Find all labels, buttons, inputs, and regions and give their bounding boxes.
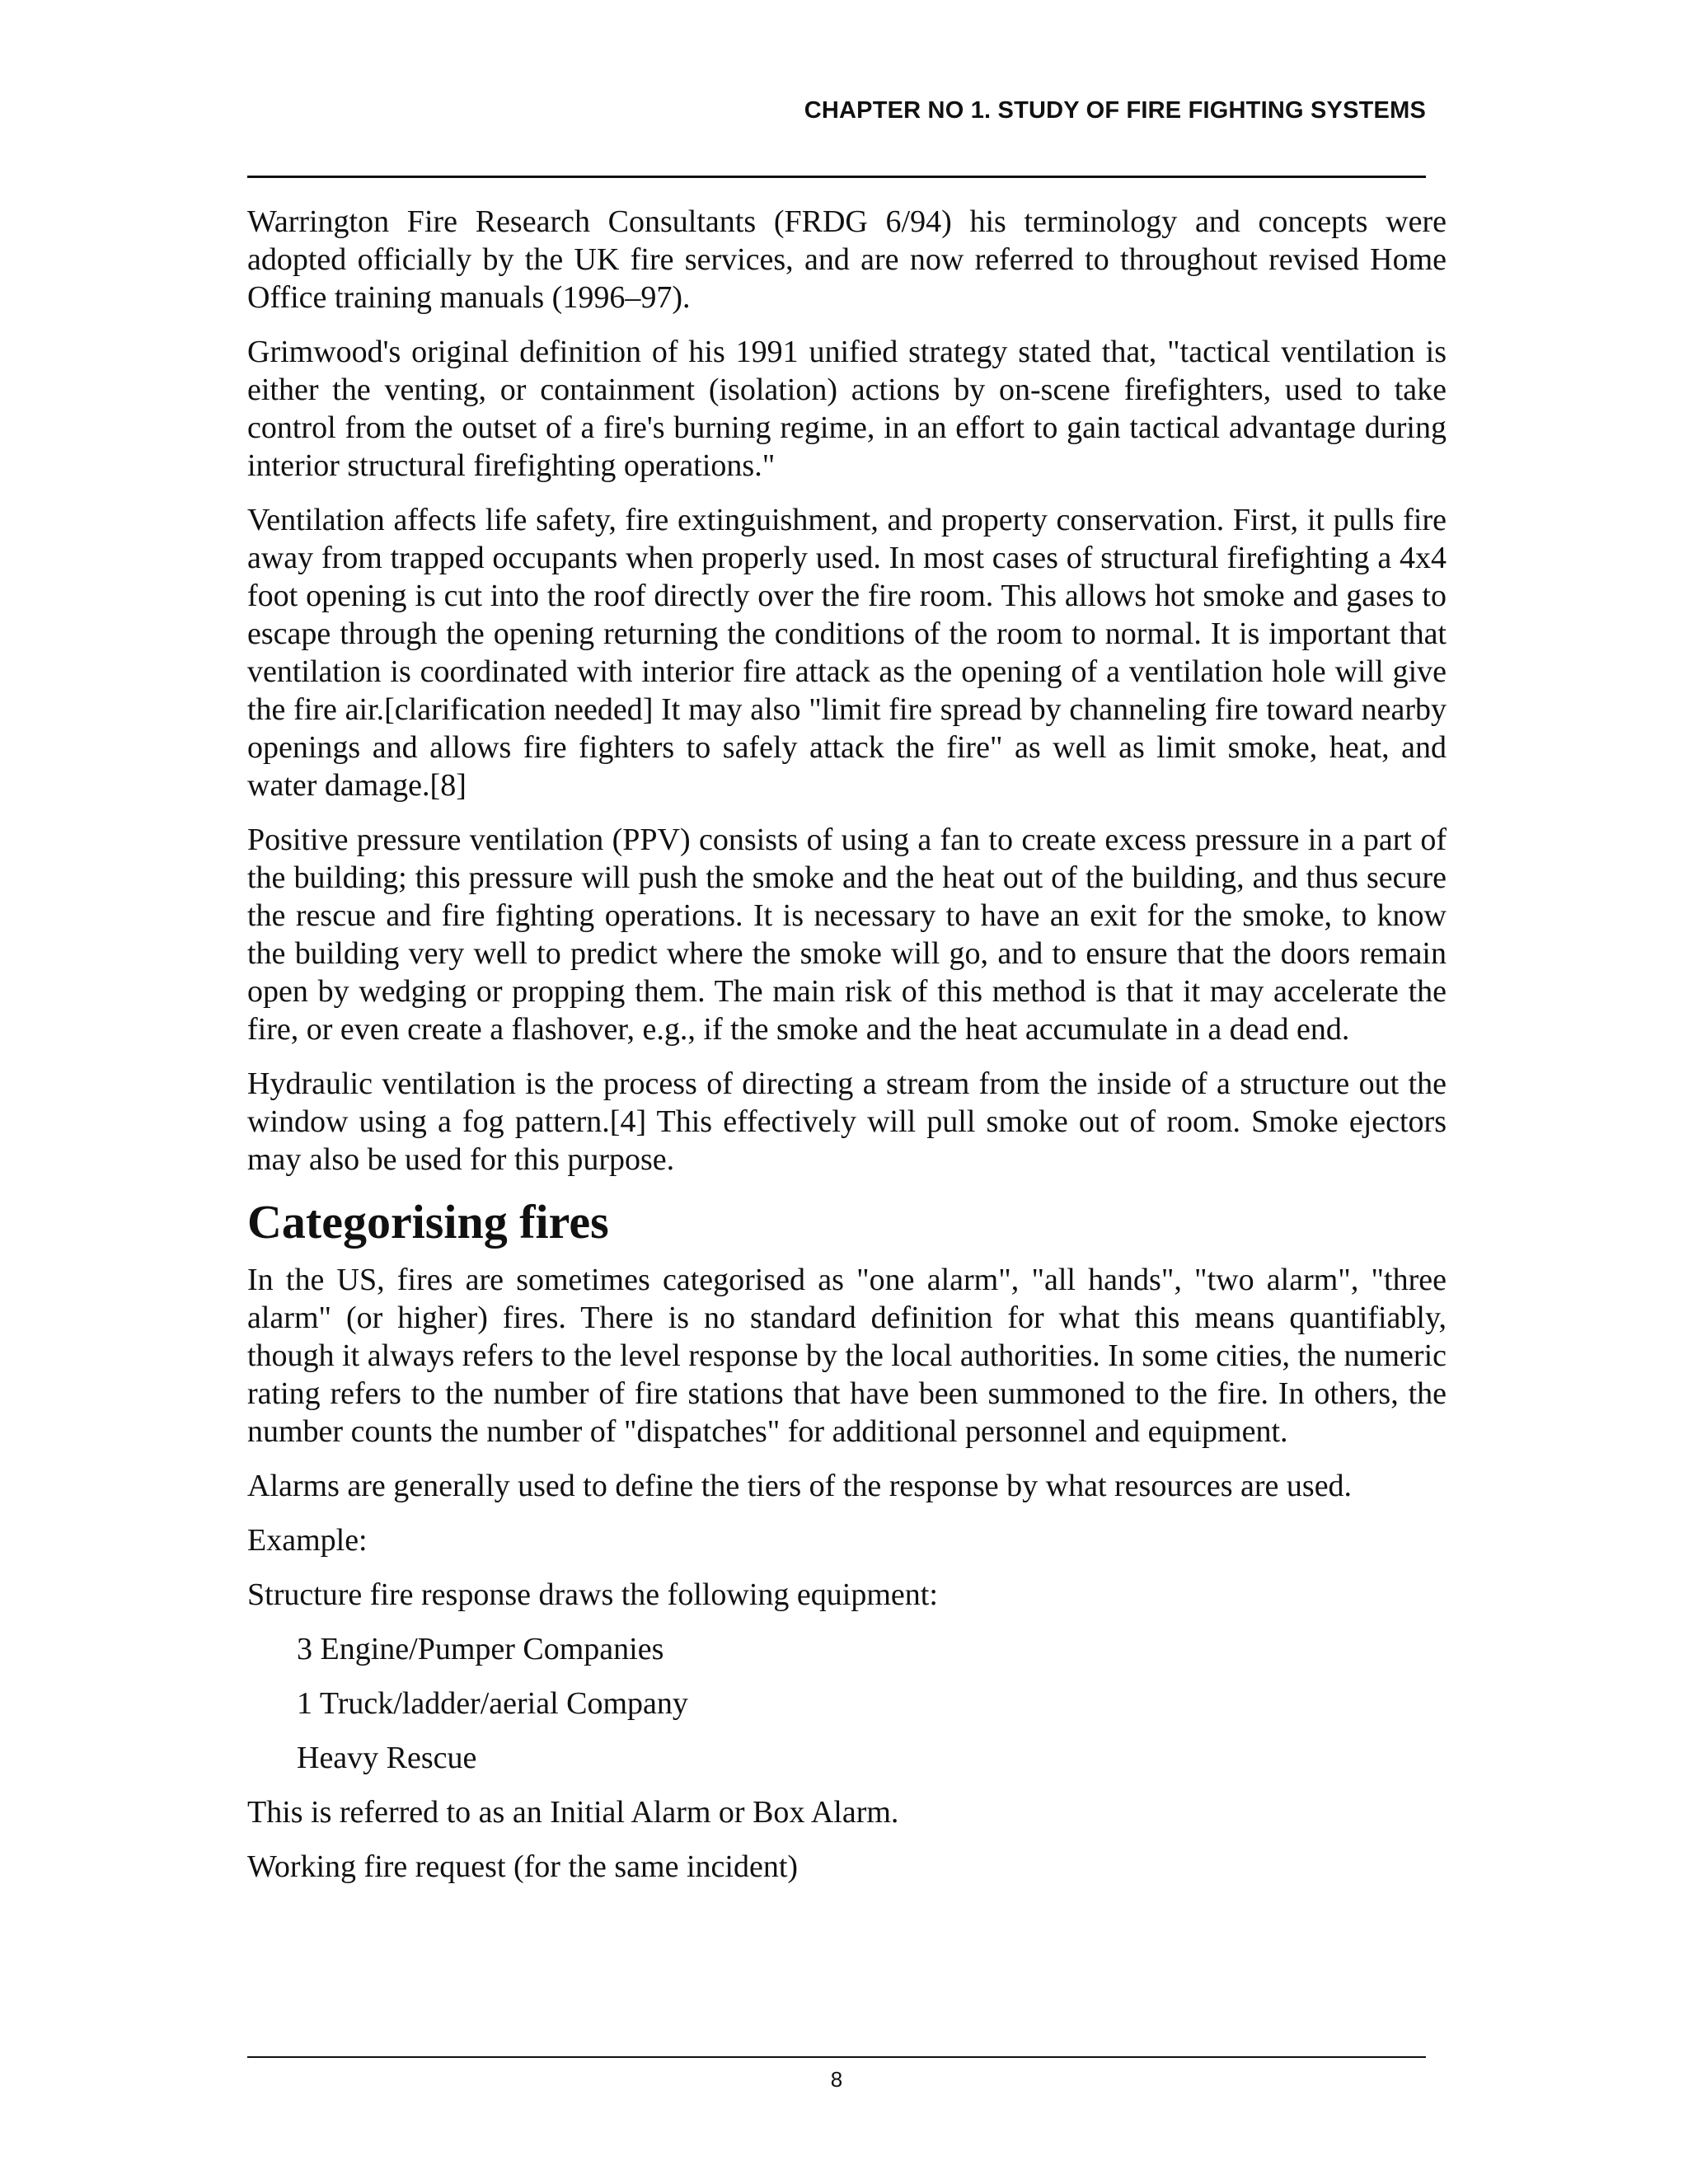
equipment-list-item: 3 Engine/Pumper Companies [297,1632,664,1666]
paragraph-us-categories: In the US, fires are sometimes categorised as "one alarm", "all hands", "two alarm", "three alarm" (or higher) fires. There is no standard definition for what this means quantifiably, though it always refers to the level response by the local authorities. In some cities, the numeric rating refers to the number of fire stations that have been summoned to the fire. In others, the number counts the number of "dispatches" for additional personnel and equipment. [247,1263,1447,1449]
equipment-list-item: 1 Truck/ladder/aerial Company [297,1686,688,1721]
paragraph-ventilation-effects: Ventilation affects life safety, fire extinguishment, and property conservation. First, it pulls fire away from trapped occupants when properly used. In most cases of structural firefighting a 4x4 foot opening is cut into the roof directly over the fire room. This allows hot smoke and gases to escape through the opening returning the conditions of the room to normal. It is important that ventilation is coordinated with interior fire attack as the opening of a ventilation hole will give the fire air.[clarification needed] It may also "limit fire spread by channeling fire toward nearby openings and allows fire fighters to safely attack the fire" as well as limit smoke, heat, and water damage.[8] [247,503,1447,803]
section-heading-categorising-fires: Categorising fires [247,1195,609,1249]
page-content [247,203,1447,1902]
paragraph-structure-fire-response: Structure fire response draws the following equipment: [247,1577,938,1612]
running-head: CHAPTER NO 1. STUDY OF FIRE FIGHTING SYSTEMS [804,97,1426,124]
paragraph-grimwood-definition: Grimwood's original definition of his 1991 unified strategy stated that, "tactical ventilation is either the venting, or containment (isolation) actions by on-scene firefighters, used to take control from the outset of a fire's burning regime, in an effort to gain tactical advantage during interior structural firefighting operations." [247,335,1447,483]
paragraph-positive-pressure-ventilation: Positive pressure ventilation (PPV) consists of using a fan to create excess pressure in a part of the building; this pressure will push the smoke and the heat out of the building, and thus secure the rescue and fire fighting operations. It is necessary to have an exit for the smoke, to know the building very well to predict where the smoke will go, and to ensure that the doors remain open by wedging or propping them. The main risk of this method is that it may accelerate the fire, or even create a flashover, e.g., if the smoke and the heat accumulate in a dead end. [247,823,1447,1047]
footer-rule [247,2056,1426,2058]
paragraph-example-label: Example: [247,1523,368,1558]
header-rule [247,176,1426,178]
paragraph-initial-alarm: This is referred to as an Initial Alarm or Box Alarm. [247,1795,899,1830]
page-number: 8 [830,2067,843,2092]
paragraph-hydraulic-ventilation: Hydraulic ventilation is the process of directing a stream from the inside of a structure out the window using a fog pattern.[4] This effectively will pull smoke out of room. Smoke ejectors may also be used for this purpose. [247,1066,1447,1177]
paragraph-working-fire-request: Working fire request (for the same incident) [247,1849,799,1884]
equipment-list-item: Heavy Rescue [297,1741,477,1775]
paragraph-alarm-tiers: Alarms are generally used to define the tiers of the response by what resources are used. [247,1469,1353,1503]
paragraph-warrington: Warrington Fire Research Consultants (FRDG 6/94) his terminology and concepts were adopted officially by the UK fire services, and are now referred to throughout revised Home Office training manuals (1996–97). [247,204,1447,315]
